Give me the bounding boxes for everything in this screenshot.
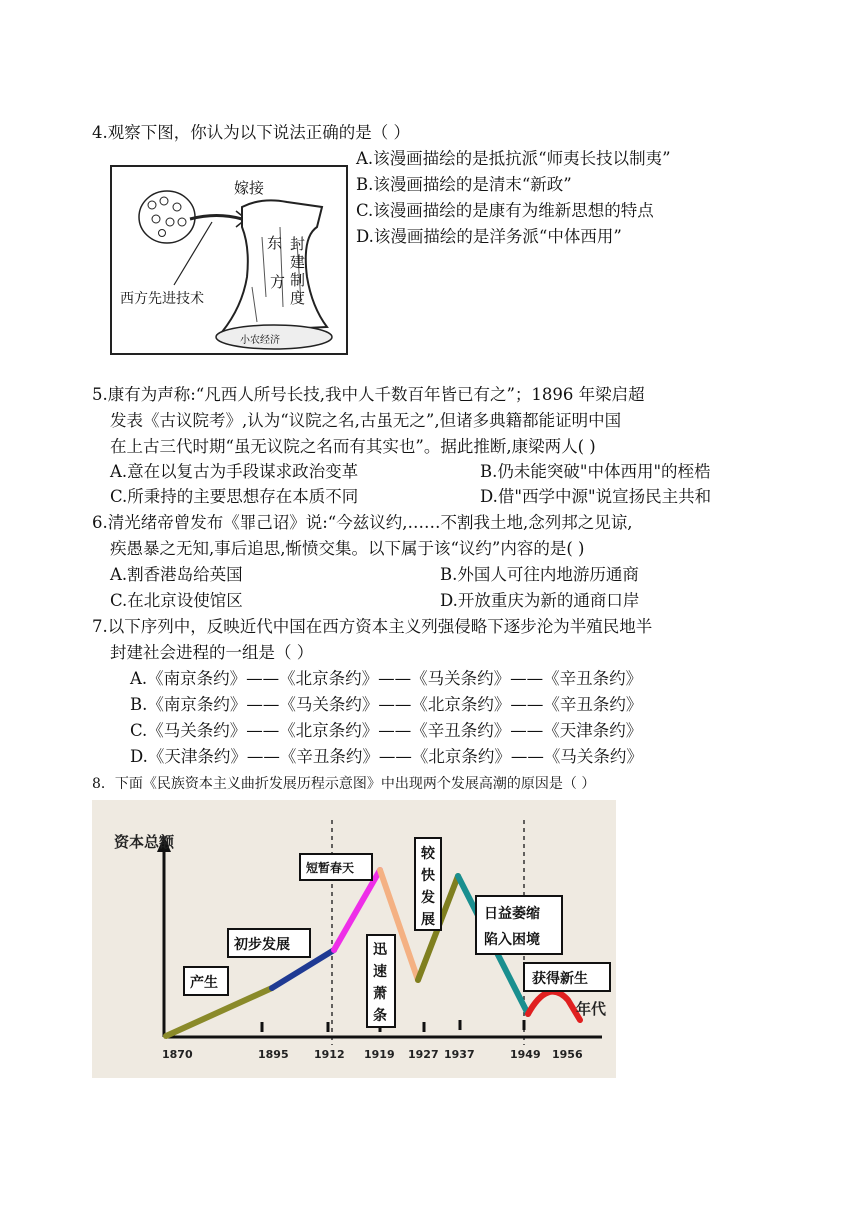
q6-line-1: 6.清光绪帝曾发布《罪己诏》说:“今兹议约,……不割我土地,念列邦之见谅, <box>92 513 633 532</box>
tick-1937: 1937 <box>444 1048 475 1061</box>
q7-option-b: B.《南京条约》——《马关条约》——《北京条约》——《辛丑条约》 <box>130 695 643 714</box>
q6-option-c: C.在北京设使馆区 <box>110 591 243 610</box>
q5-line-2: 发表《古议院考》,认为“议院之名,古虽无之”,但诸多典籍都能证明中国 <box>110 411 622 430</box>
svg-text:发: 发 <box>421 890 435 906</box>
q6-option-b: B.外国人可往内地游历通商 <box>440 565 639 584</box>
tree-trunk <box>222 200 327 332</box>
svg-text:短暂春天: 短暂春天 <box>306 861 355 875</box>
q6-option-a: A.割香港岛给英国 <box>110 565 243 584</box>
q7-line-2: 封建社会进程的一组是（ ） <box>110 643 314 662</box>
tick-1956: 1956 <box>552 1048 583 1061</box>
q4-option-b: B.该漫画描绘的是清末“新政” <box>356 175 572 194</box>
y-axis-label: 资本总额 <box>114 833 175 851</box>
x-axis-label: 年代 <box>576 1000 607 1018</box>
label-reborn <box>524 963 610 991</box>
graft-branch <box>190 216 242 220</box>
q7-line-1: 7.以下序列中，反映近代中国在西方资本主义列强侵略下逐步沦为半殖民地半 <box>92 617 653 636</box>
label-fast <box>415 838 441 930</box>
tick-1895: 1895 <box>258 1048 289 1061</box>
label-initial <box>228 929 310 957</box>
q6-option-d: D.开放重庆为新的通商口岸 <box>440 591 640 610</box>
tick-1870: 1870 <box>162 1048 193 1061</box>
tick-1919: 1919 <box>364 1048 395 1061</box>
label-shrink <box>476 896 562 954</box>
svg-text:萧: 萧 <box>373 986 387 1002</box>
svg-text:获得新生: 获得新生 <box>532 971 588 987</box>
label-spring <box>300 854 372 880</box>
label-produce <box>184 967 228 995</box>
q4-option-c: C.该漫画描绘的是康有为维新思想的特点 <box>356 201 654 220</box>
tick-1949: 1949 <box>510 1048 541 1061</box>
feudal-char-2: 建 <box>290 253 306 271</box>
segment-reborn <box>528 992 580 1020</box>
q8-stem: 8．下面《民族资本主义曲折发展历程示意图》中出现两个发展高潮的原因是（ ） <box>92 776 596 792</box>
feudal-char-1: 封 <box>290 235 306 253</box>
svg-text:展: 展 <box>421 912 435 928</box>
q5-option-c: C.所秉持的主要思想存在本质不同 <box>110 487 359 506</box>
east-label-1: 东 <box>267 234 283 252</box>
q7-option-d: D.《天津条约》——《辛丑条约》——《北京条约》——《马关条约》 <box>130 747 643 766</box>
svg-text:陷入困境: 陷入困境 <box>484 932 540 948</box>
q7-option-c: C.《马关条约》——《北京条约》——《辛丑条约》——《天津条约》 <box>130 721 643 740</box>
graft-label: 嫁接 <box>234 179 265 197</box>
chart-svg <box>92 800 616 1078</box>
q4-cartoon <box>110 165 348 355</box>
tick-1927: 1927 <box>408 1048 439 1061</box>
q5-line-1: 5.康有为声称:“凡西人所号长技,我中人千数百年皆已有之”；1896 年梁启超 <box>92 385 645 404</box>
east-label-2: 方 <box>270 273 286 291</box>
svg-text:速: 速 <box>373 964 387 980</box>
feudal-char-4: 度 <box>290 289 306 307</box>
q4-option-a: A.该漫画描绘的是抵抗派“师夷长技以制夷” <box>356 149 671 168</box>
svg-text:初步发展: 初步发展 <box>234 937 290 953</box>
svg-text:快: 快 <box>421 868 435 884</box>
tick-1912: 1912 <box>314 1048 345 1061</box>
svg-text:迅: 迅 <box>373 942 387 958</box>
west-tech-label: 西方先进技术 <box>120 291 204 307</box>
q5-line-3: 在上古三代时期“虽无议院之名而有其实也”。据此推断,康梁两人( ) <box>110 437 596 456</box>
svg-text:产生: 产生 <box>190 975 218 991</box>
q4-option-d: D.该漫画描绘的是洋务派“中体西用” <box>356 227 622 246</box>
svg-text:较: 较 <box>421 846 435 862</box>
q4-stem: 4.观察下图，你认为以下说法正确的是（ ） <box>92 123 410 142</box>
q5-option-b: B.仍未能突破"中体西用"的桎梏 <box>480 462 711 481</box>
svg-text:条: 条 <box>373 1008 387 1024</box>
svg-text:日益萎缩: 日益萎缩 <box>484 906 540 922</box>
base-label: 小农经济 <box>240 335 280 346</box>
q5-option-a: A.意在以复古为手段谋求政治变革 <box>110 462 359 481</box>
q5-option-d: D.借"西学中源"说宣扬民主共和 <box>480 487 712 506</box>
label-depression <box>367 935 395 1027</box>
feudal-char-3: 制 <box>290 271 306 289</box>
q7-option-a: A.《南京条约》——《北京条约》——《马关条约》——《辛丑条约》 <box>130 669 643 688</box>
cartoon-drawing <box>112 167 346 353</box>
q6-line-2: 疾愚暴之无知,事后追思,惭愤交集。以下属于该“议约”内容的是( ) <box>110 539 585 558</box>
capital-development-chart <box>92 800 616 1078</box>
